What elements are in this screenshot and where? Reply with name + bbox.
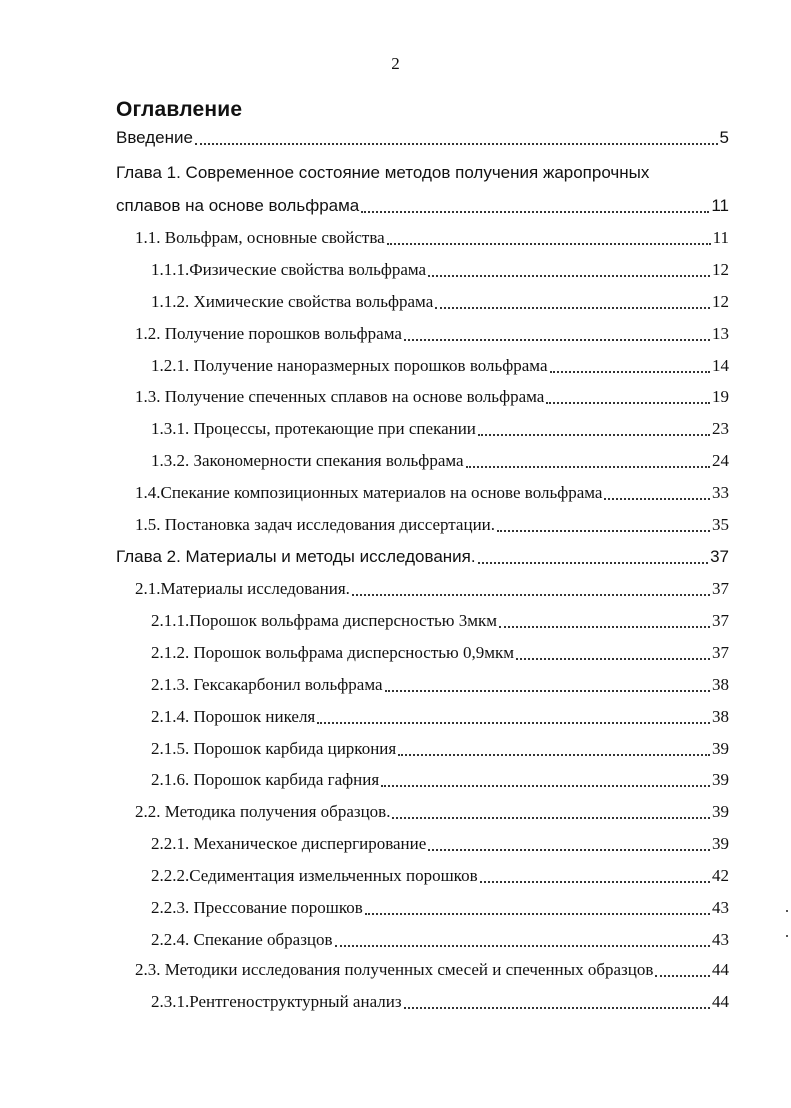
toc-entry-chapter2[interactable] [116, 546, 729, 568]
dot-leader [466, 465, 710, 468]
toc-entry-page: 37 [712, 579, 729, 598]
toc-entry-2-3[interactable] [135, 959, 729, 981]
toc-entry-2-1-2[interactable] [151, 642, 729, 664]
dot-leader [428, 848, 710, 851]
toc-entry-2-2-2[interactable] [151, 865, 729, 887]
dot-leader [655, 974, 710, 977]
dot-leader [516, 657, 710, 660]
toc-entry-2-3-1[interactable] [151, 991, 729, 1013]
toc-entry-2-1-5[interactable] [151, 738, 729, 760]
dot-leader [352, 593, 710, 596]
toc-entry-page: 39 [712, 739, 729, 758]
toc-entry-label: 1.3. Получение спеченных сплавов на основе вольфрама [135, 387, 545, 406]
toc-entry-page: 39 [712, 770, 729, 789]
toc-entry-label: 2.1.2. Порошок вольфрама дисперсностью 0,9мкм [151, 643, 515, 662]
dot-leader [365, 912, 710, 915]
dot-leader [385, 689, 710, 692]
dot-leader [387, 242, 711, 245]
dot-leader [398, 753, 710, 756]
toc-entry-label: 2.1.Материалы исследования. [135, 579, 350, 598]
dot-leader [435, 306, 710, 309]
dot-leader [361, 210, 709, 213]
dot-leader [480, 880, 710, 883]
toc-entry-2-1-4[interactable] [151, 706, 729, 728]
toc-entry-page: 44 [712, 992, 729, 1011]
toc-entry-1-2-1[interactable] [151, 355, 729, 377]
toc-entry-label: 1.3.1. Процессы, протекающие при спекании [151, 419, 476, 438]
toc-entry-label: 2.2.2.Седиментация измельченных порошков [151, 866, 478, 885]
toc-entry-2-2-1[interactable] [151, 833, 729, 855]
toc-entry-page: 37 [710, 547, 729, 566]
dot-leader [195, 142, 718, 145]
toc-entry-label: 2.2.4. Спекание образцов [151, 930, 333, 949]
dot-leader [335, 944, 710, 947]
scan-speck [786, 935, 788, 937]
toc-entry-page: 14 [712, 356, 729, 375]
toc-entry-label: 1.2. Получение порошков вольфрама [135, 324, 402, 343]
toc-entry-label: 1.3.2. Закономерности спекания вольфрама [151, 451, 464, 470]
toc-entry-1-5[interactable] [135, 514, 729, 536]
toc-entry-label: 1.2.1. Получение наноразмерных порошков вольфрама [151, 356, 548, 375]
dot-leader [546, 401, 710, 404]
toc-entry-1-1[interactable] [135, 227, 729, 249]
dot-leader [499, 625, 710, 628]
toc-entry-label: 2.2.1. Механическое диспергирование [151, 834, 427, 853]
toc-entry-1-3-1[interactable] [151, 418, 729, 440]
toc-entry-label: 2.1.1.Порошок вольфрама дисперсностью 3мкм [151, 611, 498, 630]
toc-entry-label: 2.3.1.Рентгеноструктурный анализ [151, 992, 402, 1011]
toc-entry-page: 38 [712, 675, 729, 694]
dot-leader [604, 497, 710, 500]
toc-entry-intro[interactable] [116, 127, 729, 149]
toc-entry-label: 1.4.Спекание композиционных материалов на основе вольфрама [135, 483, 603, 502]
toc-entry-2-1-1[interactable] [151, 610, 729, 632]
toc-entry-label: 2.3. Методики исследования полученных смесей и спеченных образцов [135, 960, 654, 979]
dot-leader [497, 529, 710, 532]
toc-entry-page: 39 [712, 802, 729, 821]
toc-entry-label: 2.2. Методика получения образцов. [135, 802, 391, 821]
toc-entry-label: 1.5. Постановка задач исследования диссертации. [135, 515, 496, 534]
toc-entry-2-2[interactable] [135, 801, 729, 823]
toc-entry-page: 35 [712, 515, 729, 534]
toc-entry-label: 1.1. Вольфрам, основные свойства [135, 228, 385, 247]
toc-entry-1-2[interactable] [135, 323, 729, 345]
toc-entry-1-1-1[interactable] [151, 259, 729, 281]
toc-entry-page: 13 [712, 324, 729, 343]
dot-leader [392, 816, 710, 819]
toc-entry-2-1-6[interactable] [151, 769, 729, 791]
scan-speck [786, 910, 788, 912]
toc-entry-page: 19 [712, 387, 729, 406]
toc-entry-label: Глава 2. Материалы и методы исследования. [116, 547, 476, 566]
toc-entry-page: 43 [712, 930, 729, 949]
toc-entry-2-2-4[interactable] [151, 929, 729, 951]
toc-entry-chapter1-line1[interactable]: Глава 1. Современное состояние методов получения жаропрочных [116, 163, 650, 182]
toc-entry-1-3[interactable] [135, 386, 729, 408]
toc-entry-page: 24 [712, 451, 729, 470]
toc-entry-label: 1.1.1.Физические свойства вольфрама [151, 260, 427, 279]
toc-entry-1-1-2[interactable] [151, 291, 729, 313]
toc-entry-label: сплавов на основе вольфрама [116, 196, 360, 215]
toc-entry-page: 37 [712, 643, 729, 662]
toc-entry-label: 2.1.4. Порошок никеля [151, 707, 316, 726]
dot-leader [550, 370, 711, 373]
toc-entry-label: 2.1.6. Порошок карбида гафния [151, 770, 380, 789]
toc-entry-label: 1.1.2. Химические свойства вольфрама [151, 292, 434, 311]
toc-entry-label: 2.1.5. Порошок карбида циркония [151, 739, 397, 758]
dot-leader [478, 433, 710, 436]
dot-leader [317, 721, 710, 724]
toc-entry-2-1-3[interactable] [151, 674, 729, 696]
dot-leader [404, 1006, 710, 1009]
toc-entry-2-1[interactable] [135, 578, 729, 600]
toc-entry-page: 43 [712, 898, 729, 917]
toc-entry-page: 38 [712, 707, 729, 726]
toc-entry-1-3-2[interactable] [151, 450, 729, 472]
toc-entry-page: 11 [711, 196, 729, 215]
toc-title: Оглавление [116, 98, 243, 121]
toc-entry-page: 39 [712, 834, 729, 853]
toc-entry-page: 11 [712, 228, 729, 247]
toc-entry-label: Введение [116, 128, 193, 147]
toc-entry-page: 33 [712, 483, 729, 502]
toc-entry-1-4[interactable] [135, 482, 729, 504]
toc-entry-page: 44 [712, 960, 729, 979]
dot-leader [478, 561, 708, 564]
toc-entry-label: 2.2.3. Прессование порошков [151, 898, 363, 917]
dot-leader [381, 784, 710, 787]
page-number: 2 [391, 54, 400, 73]
toc-entry-page: 23 [712, 419, 729, 438]
toc-entry-page: 12 [712, 292, 729, 311]
dot-leader [428, 274, 710, 277]
toc-entry-page: 12 [712, 260, 729, 279]
dot-leader [404, 338, 710, 341]
toc-entry-label: 2.1.3. Гексакарбонил вольфрама [151, 675, 383, 694]
toc-entry-2-2-3[interactable] [151, 897, 729, 919]
toc-entry-page: 42 [712, 866, 729, 885]
toc-entry-page: 5 [719, 128, 729, 147]
toc-entry-page: 37 [712, 611, 729, 630]
toc-entry-chapter1[interactable] [116, 195, 729, 217]
